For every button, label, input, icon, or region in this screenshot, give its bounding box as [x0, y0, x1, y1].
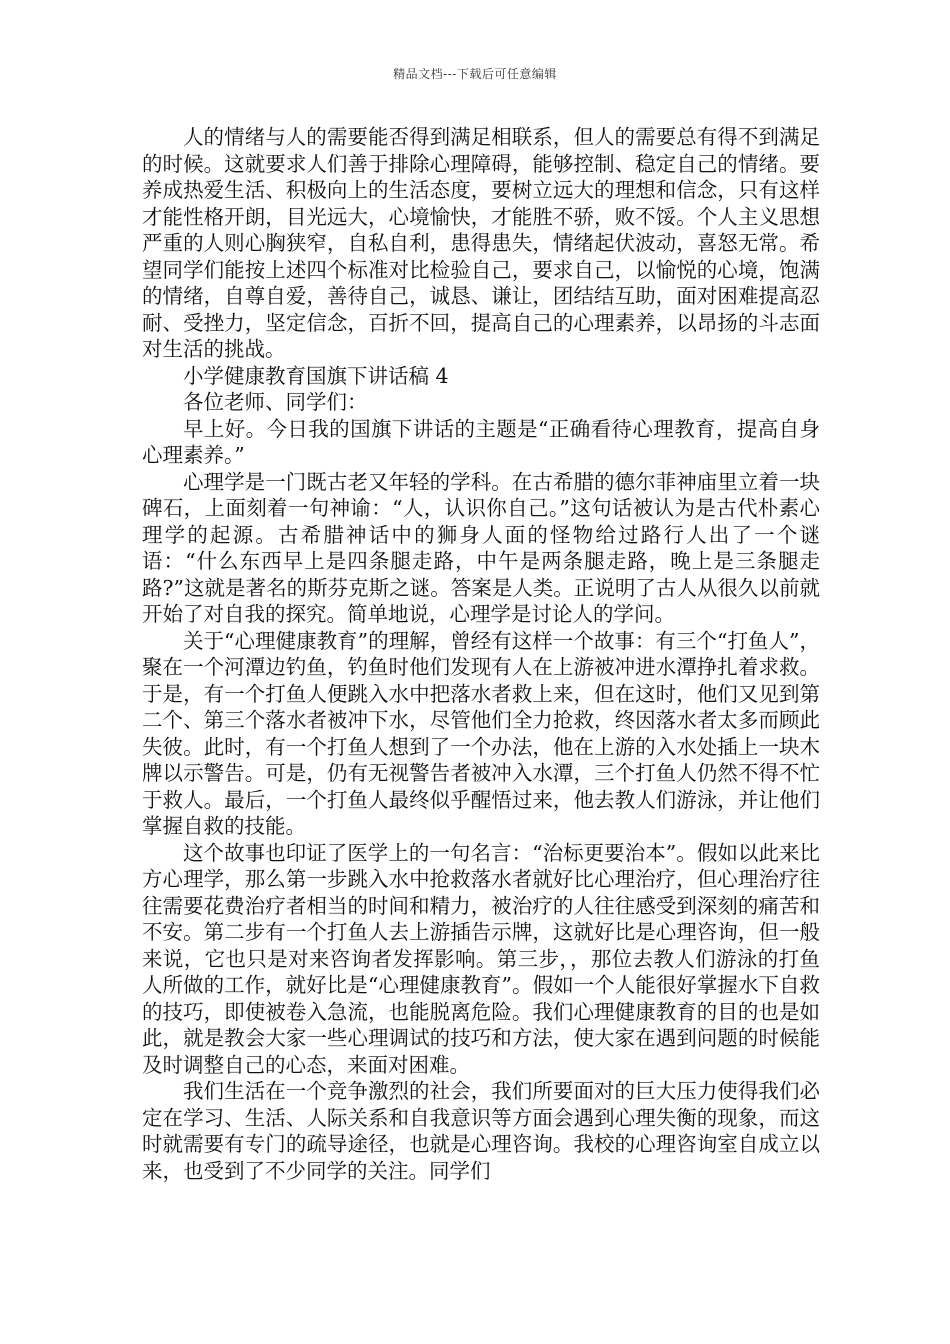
page-header: 精品文档---下载后可任意编辑 [393, 67, 557, 81]
paragraph-psychology-history: 心理学是一门既古老又年轻的学科。在古希腊的德尔菲神庙里立着一块碑石，上面刻着一句神谕：“人，认识你自己。”这句话被认为是古代朴素心理学的起源。古希腊神话中的狮身人面的怪物给过路行人出了一个谜语：“什么东西早上是四条腿走路，中午是两条腿走路，晚上是三条腿走路?”这就是著名的斯芬克斯之谜。答案是人类。正说明了古人从很久以前就开始了对自我的探究。简单地说，心理学是讨论人的学问。 [142, 469, 820, 626]
salutation: 各位老师、同学们： [183, 390, 368, 414]
paragraph-greeting-topic: 早上好。今日我的国旗下讲话的主题是“正确看待心理教育，提高自身心理素养。” [142, 416, 820, 467]
paragraph-emotion-control: 人的情绪与人的需要能否得到满足相联系，但人的需要总有得不到满足的时候。这就要求人们善于排除心理障碍，能够控制、稳定自己的情绪。要养成热爱生活、积极向上的生活态度，要树立远大的理想和信念，只有这样才能性格开朗，目光远大，心境愉快，才能胜不骄，败不馁。个人主义思想严重的人则心胸狭窄，自私自利，患得患失，情绪起伏波动，喜怒无常。希望同学们能按上述四个标准对比检验自己，要求自己，以愉悦的心境，饱满的情绪，自尊自爱，善待自己，诚恳、谦让，团结结互助，面对困难提高忍耐、受挫力，坚定信念，百折不回，提高自己的心理素养，以昂扬的斗志面对生活的挑战。 [142, 125, 820, 361]
paragraph-fishermen-story: 关于“心理健康教育”的理解，曾经有这样一个故事：有三个“打鱼人”，聚在一个河潭边钓鱼，钓鱼时他们发现有人在上游被冲进水潭挣扎着求救。于是，有一个打鱼人便跳入水中把落水者救上来，但在这时，他们又见到第二个、第三个落水者被冲下水，尽管他们全力抢救，终因落水者太多而顾此失彼。此时，有一个打鱼人想到了一个办法，他在上游的入水处插上一块木牌以示警告。可是，仍有无视警告者被冲入水潭，三个打鱼人仍然不得不忙于救人。最后，一个打鱼人最终似乎醒悟过来，他去教人们游泳，并让他们掌握自救的技能。 [142, 628, 820, 838]
speech-title: 小学健康教育国旗下讲话稿 4 [183, 363, 449, 388]
paragraph-story-meaning: 这个故事也印证了医学上的一句名言：“治标更要治本”。假如以此来比方心理学，那么第一步跳入水中抢救落水者就好比心理治疗，但心理治疗往往需要花费治疗者相当的时间和精力，被治疗的人往往感受到深刻的痛苦和不安。第二步有一个打鱼人去上游插告示牌，这就好比是心理咨询，但一般来说，它也只是对来咨询者发挥影响。第三步，，那位去教人们游泳的打鱼人所做的工作，就好比是“心理健康教育”。假如一个人能很好掌握水下自救的技巧，即使被卷入急流，也能脱离危险。我们心理健康教育的目的也是如此，就是教会大家一些心理调试的技巧和方法，使大家在遇到问题的时候能及时调整自己的心态，来面对困难。 [142, 840, 820, 1077]
document-body [142, 124, 820, 1184]
paragraph-counseling-room: 我们生活在一个竞争激烈的社会，我们所要面对的巨大压力使得我们必定在学习、生活、人际关系和自我意识等方面会遇到心理失衡的现象，而这时就需要有专门的疏导途径，也就是心理咨询。我校的心理咨询室自成立以来，也受到了不少同学的关注。同学们 [142, 1079, 820, 1183]
